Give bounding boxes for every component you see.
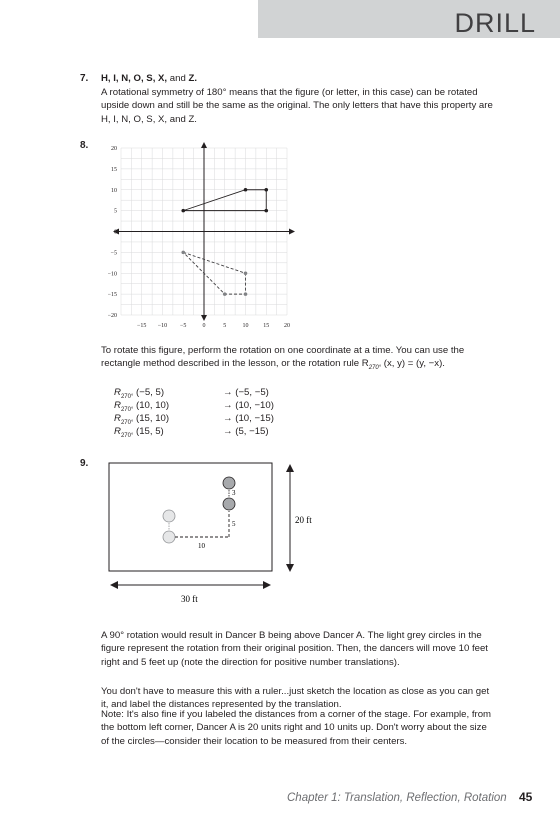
question-9-para-3: Note: It's also fine if you labeled the distances from a corner of the stage. For example, from the bottom left corner, Dancer A is 20 units right and 10 units up. Don't worry about the size of the circles—consider their location to be measured from their centers. xyxy=(101,709,492,747)
rotation-output: → (10, −10) xyxy=(223,400,274,411)
y-tick-label: 20 xyxy=(111,146,117,152)
q7-answer-letters: H, I, N, O, S, X, xyxy=(101,73,168,84)
rotation-input: (15, 10) xyxy=(133,413,170,424)
x-tick-label: 10 xyxy=(242,323,249,329)
y-tick-label: −10 xyxy=(108,271,117,278)
y-axis-arrow-top xyxy=(201,142,207,148)
question-9-para-2: You don't have to measure this with a ruler...just sketch the location as close as you can get it, and label the distances represented by the translation. xyxy=(101,686,490,711)
width-label: 30 ft xyxy=(181,594,198,604)
rotation-output: → (5, −15) xyxy=(223,426,269,437)
q8-rule-sub: 270° xyxy=(368,365,382,372)
footer-chapter: Chapter 1: Translation, Reflection, Rotation xyxy=(287,792,507,804)
question-8-number: 8. xyxy=(80,140,89,151)
rotation-input: (−5, 5) xyxy=(133,387,165,398)
y-tick-label: 10 xyxy=(111,187,117,194)
x-tick-label: −10 xyxy=(157,323,168,329)
y-tick-label: 15 xyxy=(111,166,117,173)
stage-rectangle xyxy=(109,463,272,571)
q7-answer-last: Z. xyxy=(188,73,197,84)
coordinate-graph xyxy=(108,140,308,330)
label-10: 10 xyxy=(198,542,205,550)
original-vertex xyxy=(181,209,185,213)
y-axis-arrow-bottom xyxy=(201,315,207,321)
label-3: 3 xyxy=(232,489,236,497)
rotation-r: R xyxy=(114,400,121,411)
label-5: 5 xyxy=(232,520,236,528)
rotation-r: R xyxy=(114,413,121,424)
page-number: 45 xyxy=(519,790,533,804)
height-label: 20 ft xyxy=(295,515,312,525)
y-tick-label: −15 xyxy=(108,292,117,299)
question-9-number: 9. xyxy=(80,458,89,469)
rotation-output: → (−5, −5) xyxy=(223,387,269,398)
rotation-sub: 270° xyxy=(120,432,134,439)
x-axis-arrow-right xyxy=(289,229,295,235)
rotation-sub: 270° xyxy=(120,419,134,426)
rotated-dancer-b-circle xyxy=(163,510,175,522)
rotation-r: R xyxy=(114,387,121,398)
q7-answer-and: and xyxy=(169,73,186,84)
original-vertex xyxy=(264,209,268,213)
question-8-explanation xyxy=(101,344,493,376)
rotation-input: (15, 5) xyxy=(133,426,164,437)
y-tick-label: 5 xyxy=(114,208,117,215)
question-7-answer xyxy=(101,72,493,85)
dancer-a-circle xyxy=(223,498,235,510)
header-title: DRILL xyxy=(454,8,536,38)
question-7-explanation: A rotational symmetry of 180° means that the figure (or letter, in this case) can be rotated upside down and still be the same as the original. The only letters that have this property are H, I, N, O, S, X, and Z. xyxy=(101,87,493,125)
x-tick-label: 15 xyxy=(263,323,270,329)
dancer-b-circle xyxy=(223,477,235,489)
rotation-output: → (10, −15) xyxy=(223,413,274,424)
x-tick-label: 5 xyxy=(223,323,227,329)
y-tick-label: 0 xyxy=(114,229,117,236)
rotation-sub: 270° xyxy=(120,406,134,413)
original-vertex xyxy=(244,188,248,192)
rotated-dancer-a-circle xyxy=(163,531,175,543)
x-tick-label: −5 xyxy=(180,323,187,329)
stage-diagram xyxy=(100,455,440,615)
y-tick-label: −5 xyxy=(110,250,117,257)
rotated-vertex xyxy=(244,292,248,296)
rotation-r: R xyxy=(114,426,121,437)
question-9-para-1: A 90° rotation would result in Dancer B being above Dancer A. The light grey circles in the figure represent the rotation from their original position. Then, the dancers will move 10 feet right and 5 feet up (note the direction for positive number translations). xyxy=(101,630,488,668)
y-tick-label: −20 xyxy=(108,313,117,319)
q8-explanation-text: To rotate this figure, perform the rotation on one coordinate at a time. You can use the rectangle method described in the lesson, or the rotation rule R xyxy=(101,345,465,370)
x-tick-label: −15 xyxy=(137,323,147,329)
original-vertex xyxy=(264,188,268,192)
question-7-number: 7. xyxy=(80,73,89,84)
header-tab xyxy=(258,0,560,38)
q8-rule-rest: (x, y) = (y, −x). xyxy=(381,358,445,370)
x-tick-label: 20 xyxy=(284,323,290,329)
rotation-sub: 270° xyxy=(120,393,134,400)
rotation-input: (10, 10) xyxy=(133,400,170,411)
x-tick-label: 0 xyxy=(202,323,206,329)
rotated-vertex xyxy=(244,271,248,275)
rotated-vertex xyxy=(223,292,227,296)
rotated-vertex xyxy=(181,251,185,255)
